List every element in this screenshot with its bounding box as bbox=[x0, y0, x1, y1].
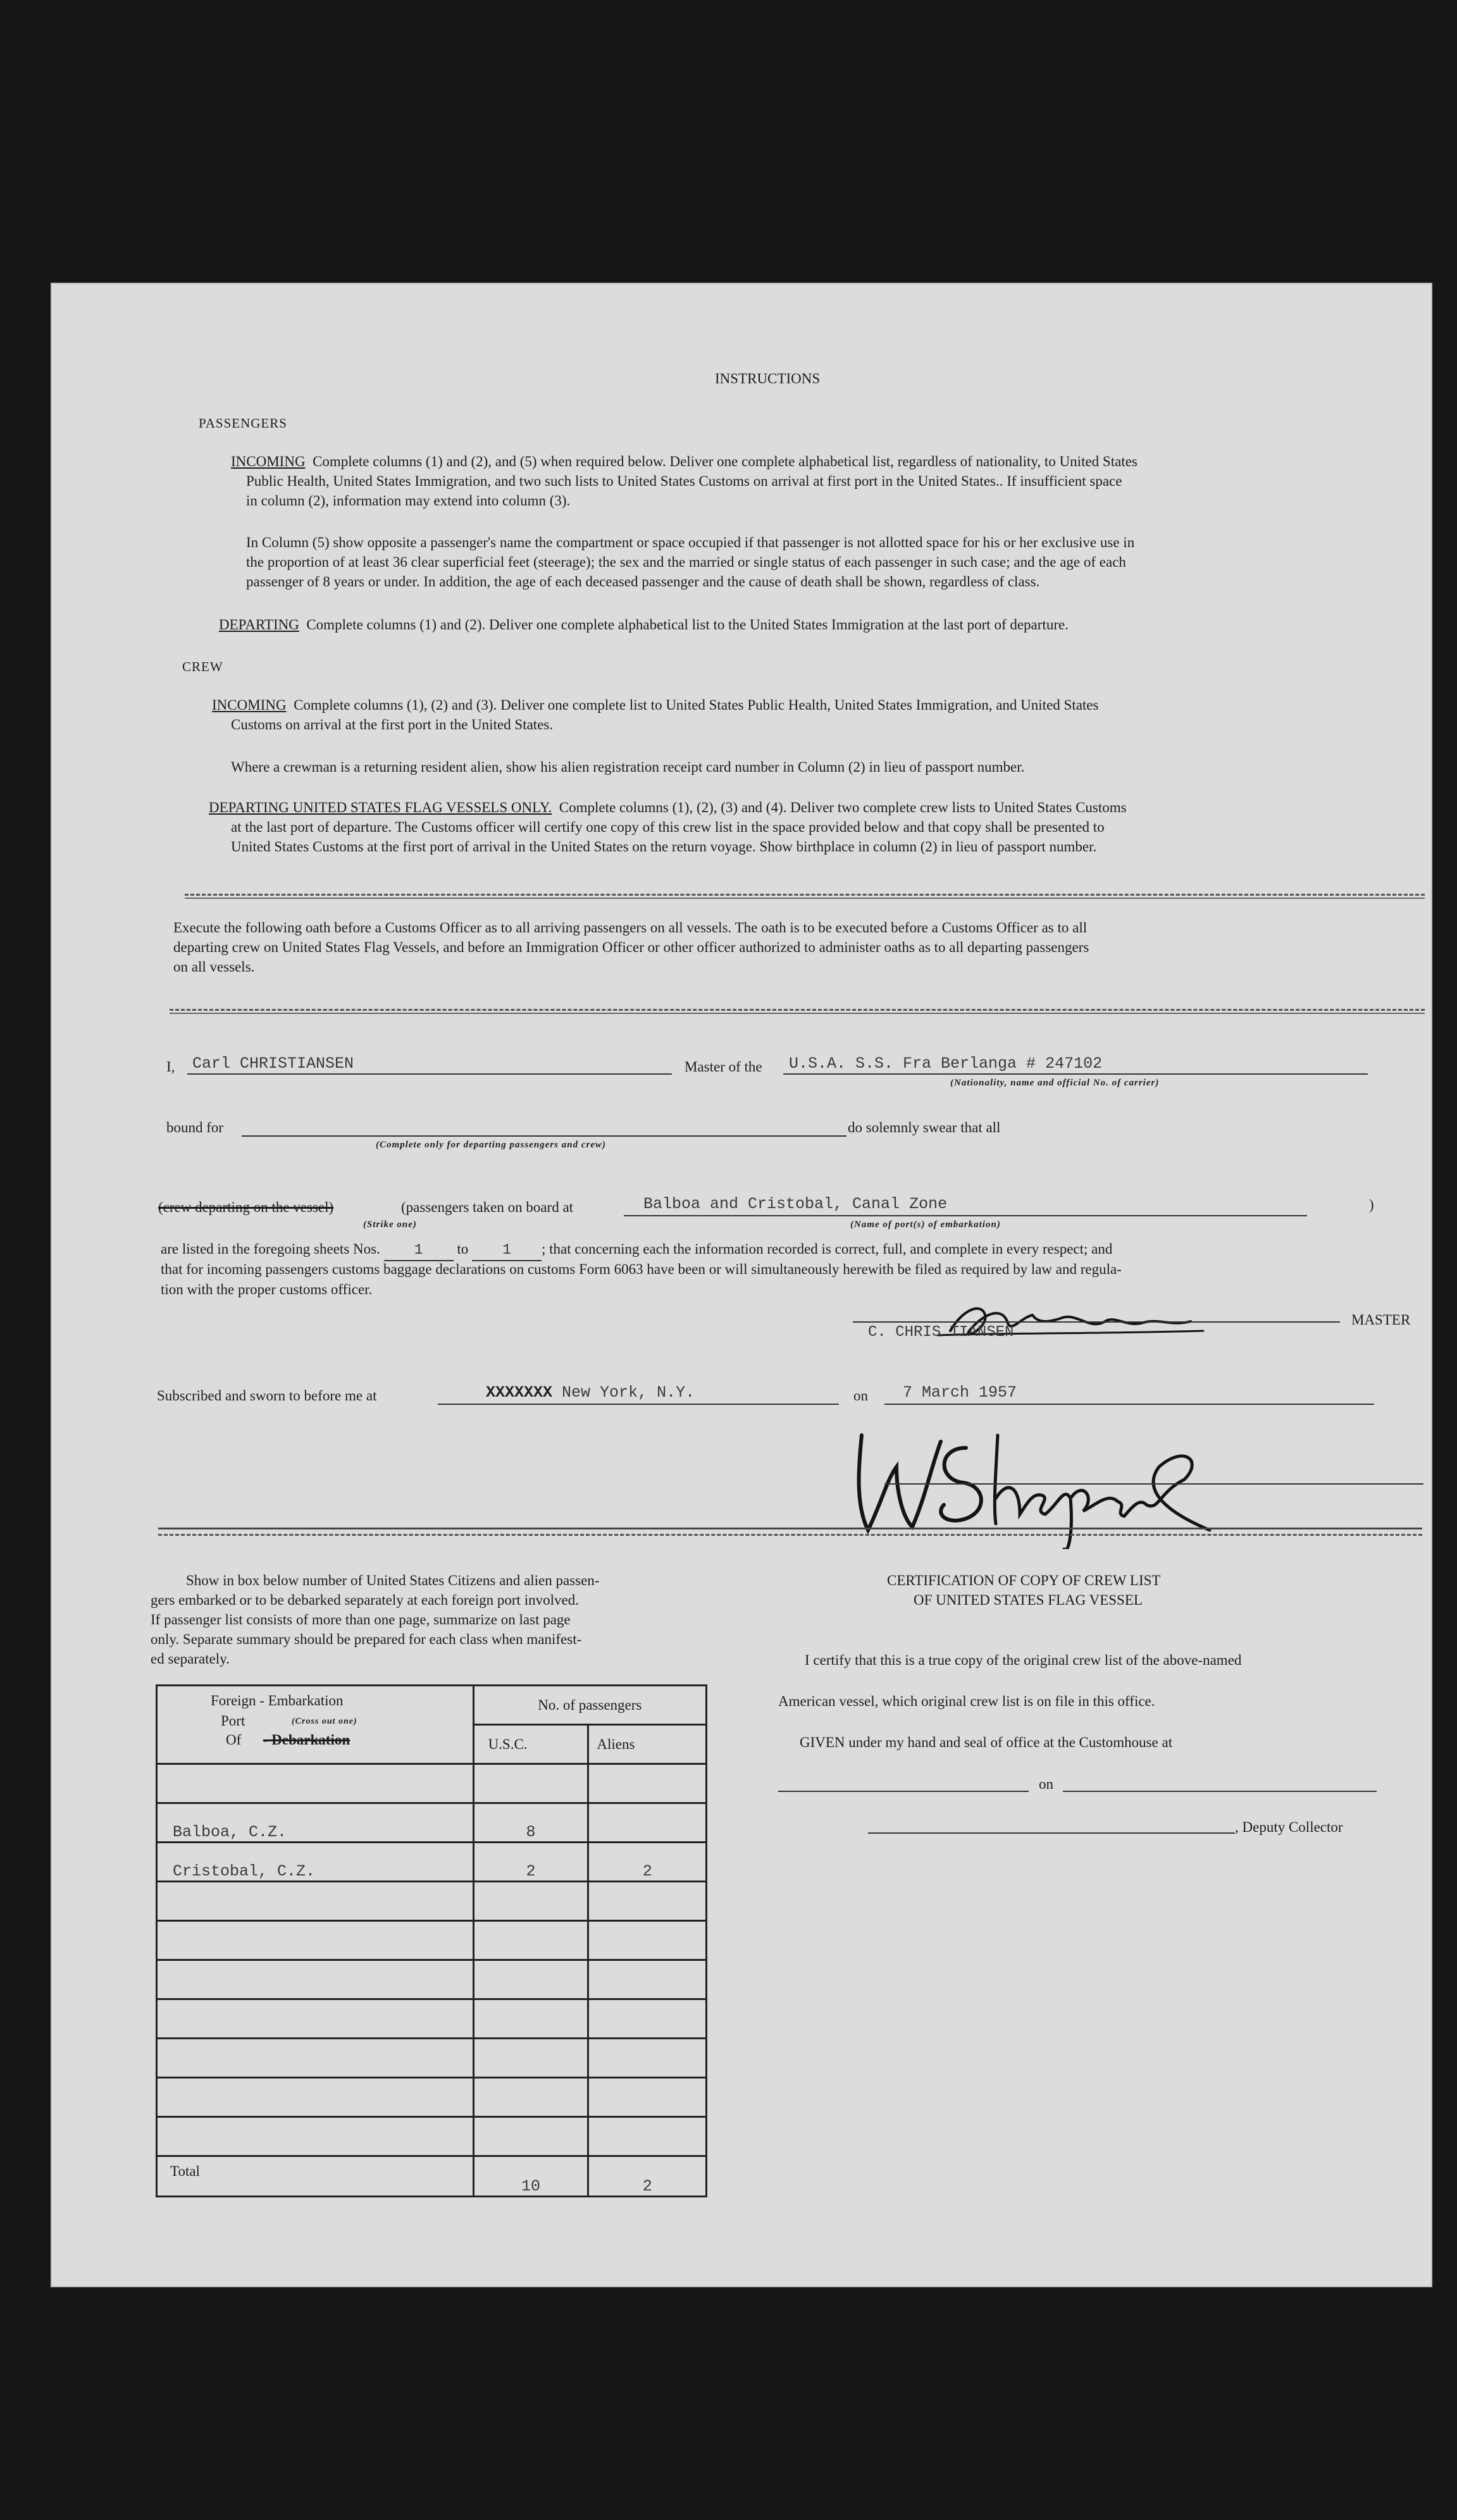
summary-text-2: gers embarked or to be debarked separately at each foreign port involved. bbox=[151, 1592, 579, 1608]
master-name-value: Carl CHRISTIANSEN bbox=[192, 1054, 354, 1073]
passengers-departing-text: Complete columns (1) and (2). Deliver one complete alphabetical list to the United States Immigration at the last port of departure. bbox=[306, 617, 1069, 633]
aliens-cell bbox=[588, 2039, 707, 2078]
table-row bbox=[157, 1843, 707, 1882]
master-signature-line bbox=[853, 1321, 1340, 1323]
bound-for-label: bound for bbox=[166, 1120, 224, 1135]
passengers-taken-text: (passengers taken on board at bbox=[401, 1199, 574, 1215]
subscribed-place bbox=[486, 1383, 695, 1402]
divider-2 bbox=[170, 1009, 1425, 1011]
master-typed-name: C. CHRIS TIANSEN bbox=[868, 1324, 1014, 1341]
summary-text-3: If passenger list consists of more than one page, summarize on last page bbox=[151, 1612, 571, 1628]
table-row bbox=[157, 1803, 707, 1843]
usc-cell: 2 bbox=[473, 1843, 588, 1882]
certification-text-1: I certify that this is a true copy of the original crew list of the above-named bbox=[805, 1652, 1242, 1668]
certification-title-2: OF UNITED STATES FLAG VESSEL bbox=[914, 1592, 1143, 1608]
usc-cell bbox=[473, 2078, 588, 2117]
port-cell bbox=[157, 1921, 474, 1960]
table-row bbox=[157, 1882, 707, 1921]
crew-list-form-page bbox=[51, 283, 1432, 2287]
crew-departing-line-3: United States Customs at the first port of arrival in the United States on the return voyage. Show birthplace in column (2) in lieu of passport number. bbox=[231, 839, 1097, 855]
aliens-cell bbox=[588, 2078, 707, 2117]
oath-instructions-line-1: Execute the following oath before a Customs Officer as to all arriving passengers on all vessels. The oath is to be executed before a Customs Officer as to all bbox=[173, 920, 1088, 936]
summary-text-1: Show in box below number of United States Citizens and alien passen- bbox=[186, 1572, 600, 1588]
total-row bbox=[157, 2156, 707, 2197]
to-label: to bbox=[457, 1241, 469, 1257]
passengers-departing-paragraph bbox=[219, 615, 1069, 634]
struck-place: XXXXXXX bbox=[486, 1383, 553, 1402]
customhouse-line bbox=[778, 1791, 1029, 1792]
usc-cell bbox=[473, 1960, 588, 1999]
divider-1b bbox=[185, 898, 1425, 899]
divider-3 bbox=[158, 1528, 1422, 1529]
column5-line-1: In Column (5) show opposite a passenger's name the compartment or space occupied if that passenger is not allotted space for his or her exclusive use in bbox=[246, 534, 1135, 550]
usc-column-header: U.S.C. bbox=[473, 1725, 588, 1764]
certification-on-label: on bbox=[1039, 1776, 1053, 1792]
passengers-incoming-label: INCOMING bbox=[231, 454, 306, 469]
crew-departing-struck bbox=[158, 1197, 333, 1217]
aliens-cell bbox=[588, 1999, 707, 2039]
bound-for-caption: (Complete only for departing passengers and crew) bbox=[376, 1140, 606, 1150]
crew-heading: CREW bbox=[182, 659, 223, 674]
table-row bbox=[157, 1921, 707, 1960]
port-cell bbox=[157, 1999, 474, 2039]
usc-cell bbox=[473, 1921, 588, 1960]
column5-line-2: the proportion of at least 36 clear superficial feet (steerage); the sex and the married or single status of each passenger in such case; and the age of each bbox=[246, 554, 1126, 570]
strike-one-caption: (Strike one) bbox=[363, 1220, 417, 1230]
passengers-incoming-line-2: Public Health, United States Immigration, and two such lists to United States Customs on arrival at first port in the United States.. If insufficient space bbox=[246, 473, 1122, 489]
instructions-title: INSTRUCTIONS bbox=[715, 371, 821, 386]
officer-signature-line bbox=[884, 1483, 1423, 1485]
certification-date-line bbox=[1063, 1791, 1377, 1792]
vessel-caption: (Nationality, name and official No. of carrier) bbox=[950, 1078, 1160, 1088]
usc-cell bbox=[473, 2117, 588, 2156]
crew-departing-struck-text: (crew departing on the vessel) bbox=[158, 1199, 334, 1215]
divider-1 bbox=[185, 894, 1425, 896]
sheet-from-value: 1 bbox=[384, 1240, 454, 1261]
port-header-debarkation: - Debarkation bbox=[263, 1732, 350, 1748]
closing-paren: ) bbox=[1369, 1197, 1374, 1213]
sheets-line-1 bbox=[161, 1239, 1112, 1261]
oath-i-label: I, bbox=[166, 1059, 175, 1075]
crew-departing-line-2: at the last port of departure. The Customs officer will certify one copy of this crew list in the space provided below and that copy shall be presented to bbox=[231, 819, 1105, 835]
aliens-column-header: Aliens bbox=[588, 1725, 707, 1764]
crew-incoming-line-2: Customs on arrival at the first port in the United States. bbox=[231, 717, 554, 732]
crew-departing-label: DEPARTING UNITED STATES FLAG VESSELS ONLY. bbox=[209, 800, 552, 815]
sheets-text-3: that for incoming passengers customs baggage declarations on customs Form 6063 have been or will simultaneously herewith be filed as required by law and regula- bbox=[161, 1261, 1122, 1277]
crew-departing-paragraph bbox=[209, 798, 1127, 817]
embarkation-summary-table bbox=[156, 1684, 707, 2197]
summary-text-4: only. Separate summary should be prepared for each class when manifest- bbox=[151, 1631, 582, 1647]
oath-instructions-line-2: departing crew on United States Flag Vessels, and before an Immigration Officer or other officer authorized to administer oaths as to all departing passengers bbox=[173, 939, 1089, 955]
crew-incoming-line-1: Complete columns (1), (2) and (3). Deliver one complete list to United States Public Health, United States Immigration, and United States bbox=[294, 697, 1099, 713]
master-name-line bbox=[187, 1073, 672, 1075]
embarkation-value: Balboa and Cristobal, Canal Zone bbox=[643, 1195, 948, 1213]
subscribed-on-label: on bbox=[853, 1388, 868, 1404]
master-of-label: Master of the bbox=[685, 1059, 762, 1075]
table-row bbox=[157, 2117, 707, 2156]
master-label: MASTER bbox=[1351, 1312, 1411, 1328]
embarkation-caption: (Name of port(s) of embarkation) bbox=[850, 1220, 1001, 1230]
crew-resident-alien-text: Where a crewman is a returning resident alien, show his alien registration receipt card number in Column (2) in lieu of passport number. bbox=[231, 759, 1025, 775]
embarkation-rows bbox=[157, 1764, 707, 2156]
aliens-cell bbox=[588, 1960, 707, 1999]
port-column-header bbox=[157, 1686, 474, 1764]
aliens-cell: 2 bbox=[588, 1843, 707, 1882]
subscribed-label: Subscribed and sworn to before me at bbox=[157, 1388, 377, 1404]
port-cell: Balboa, C.Z. bbox=[157, 1803, 474, 1843]
summary-text-5: ed separately. bbox=[151, 1651, 230, 1667]
port-cell bbox=[157, 2078, 474, 2117]
aliens-cell bbox=[588, 2117, 707, 2156]
column5-line-3: passenger of 8 years or under. In addition, the age of each deceased passenger and the cause of death shall be shown, regardless of class. bbox=[246, 574, 1040, 590]
certification-text-2: American vessel, which original crew list is on file in this office. bbox=[778, 1693, 1155, 1709]
total-aliens: 2 bbox=[588, 2156, 707, 2197]
passengers-incoming-paragraph bbox=[231, 452, 1138, 471]
passengers-departing-label: DEPARTING bbox=[219, 617, 299, 633]
port-cell bbox=[157, 1960, 474, 1999]
port-cell bbox=[157, 1764, 474, 1803]
usc-cell bbox=[473, 1999, 588, 2039]
aliens-cell bbox=[588, 1921, 707, 1960]
certification-title-1: CERTIFICATION OF COPY OF CREW LIST bbox=[887, 1572, 1161, 1588]
sheets-text-4: tion with the proper customs officer. bbox=[161, 1282, 373, 1297]
port-cell: Cristobal, C.Z. bbox=[157, 1843, 474, 1882]
oath-instructions-line-3: on all vessels. bbox=[173, 959, 255, 975]
divider-2b bbox=[170, 1013, 1425, 1014]
port-header-line-3 bbox=[226, 1732, 350, 1748]
deputy-collector-label: , Deputy Collector bbox=[1235, 1819, 1343, 1835]
divider-3b bbox=[158, 1534, 1422, 1536]
table-row bbox=[157, 2039, 707, 2078]
swear-text: do solemnly swear that all bbox=[848, 1120, 1001, 1135]
table-row bbox=[157, 1764, 707, 1803]
total-label: Total bbox=[157, 2156, 474, 2197]
bound-for-line bbox=[242, 1135, 846, 1137]
port-header-line-1: Foreign - Embarkation bbox=[211, 1693, 344, 1708]
subscribed-date-line bbox=[884, 1404, 1374, 1405]
vessel-value: U.S.A. S.S. Fra Berlanga # 247102 bbox=[789, 1054, 1103, 1073]
port-cell bbox=[157, 2039, 474, 2078]
certification-text-3: GIVEN under my hand and seal of office at the Customhouse at bbox=[800, 1734, 1173, 1750]
port-cell bbox=[157, 2117, 474, 2156]
passengers-count-header: No. of passengers bbox=[473, 1686, 706, 1725]
place-value: New York, N.Y. bbox=[562, 1383, 695, 1402]
usc-cell bbox=[473, 1764, 588, 1803]
port-header-line-2: Port bbox=[221, 1713, 245, 1729]
table-row bbox=[157, 2078, 707, 2117]
crew-departing-line-1: Complete columns (1), (2), (3) and (4). Deliver two complete crew lists to United States Customs bbox=[559, 800, 1127, 815]
deputy-collector-line bbox=[868, 1832, 1235, 1834]
port-header-of: Of bbox=[226, 1732, 242, 1748]
aliens-cell bbox=[588, 1764, 707, 1803]
crew-incoming-paragraph bbox=[212, 695, 1098, 715]
usc-cell: 8 bbox=[473, 1803, 588, 1843]
port-cell bbox=[157, 1882, 474, 1921]
passengers-incoming-line-3: in column (2), information may extend into column (3). bbox=[246, 493, 571, 509]
passengers-heading: PASSENGERS bbox=[199, 416, 287, 431]
total-usc: 10 bbox=[473, 2156, 588, 2197]
sheets-text-1: are listed in the foregoing sheets Nos. bbox=[161, 1241, 380, 1257]
embarkation-line bbox=[624, 1215, 1307, 1216]
cross-out-caption: (Cross out one) bbox=[292, 1717, 357, 1726]
aliens-cell bbox=[588, 1803, 707, 1843]
passengers-incoming-line-1: Complete columns (1) and (2), and (5) when required below. Deliver one complete alphabetical list, regardless of nationality, to United States bbox=[313, 454, 1138, 469]
vessel-line bbox=[783, 1073, 1368, 1075]
table-row bbox=[157, 1960, 707, 1999]
subscribed-place-line bbox=[438, 1404, 839, 1405]
sheet-to-value: 1 bbox=[472, 1240, 542, 1261]
subscribed-date: 7 March 1957 bbox=[903, 1383, 1017, 1402]
crew-incoming-label: INCOMING bbox=[212, 697, 287, 713]
sheets-text-2: ; that concerning each the information recorded is correct, full, and complete in every respect; and bbox=[541, 1241, 1113, 1257]
usc-cell bbox=[473, 2039, 588, 2078]
aliens-cell bbox=[588, 1882, 707, 1921]
usc-cell bbox=[473, 1882, 588, 1921]
table-row bbox=[157, 1999, 707, 2039]
